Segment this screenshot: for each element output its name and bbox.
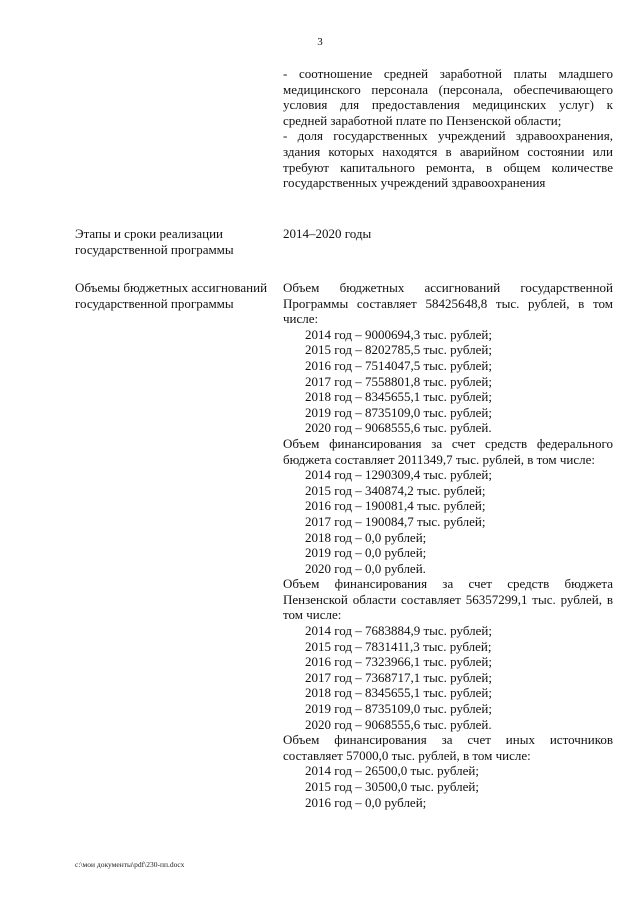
indicator-item: - соотношение средней заработной платы младшего медицинского персонала (персонала, обеспечивающего условия для предоставления медицинских услуг) к средней заработной плате по Пензенской области;: [283, 66, 613, 128]
year-line: 2016 год – 0,0 рублей;: [305, 794, 427, 810]
year-line: 2015 год – 7831411,3 тыс. рублей;: [305, 638, 492, 654]
year-line: 2014 год – 26500,0 тыс. рублей;: [305, 763, 479, 779]
year-line: 2019 год – 8735109,0 тыс. рублей;: [305, 701, 492, 717]
regional-intro: Объем финансирования за счет средств бюджета Пензенской области составляет 56357299,1 тыс. рублей, в том числе:: [283, 576, 613, 623]
year-line: 2018 год – 8345655,1 тыс. рублей;: [305, 389, 492, 405]
year-line: 2015 год – 8202785,5 тыс. рублей;: [305, 342, 492, 358]
year-line: 2016 год – 7323966,1 тыс. рублей;: [305, 654, 492, 670]
year-line: 2017 год – 7368717,1 тыс. рублей;: [305, 669, 492, 685]
row-label-budget: Объемы бюджетных ассигнований государственной программы: [75, 280, 268, 311]
row-label-stages: Этапы и сроки реализации государственной программы: [75, 226, 234, 257]
year-line: 2015 год – 340874,2 тыс. рублей;: [305, 482, 486, 498]
year-line: 2014 год – 1290309,4 тыс. рублей;: [305, 467, 492, 483]
year-line: 2015 год – 30500,0 тыс. рублей;: [305, 779, 479, 794]
indicator-item: - доля государственных учреждений здравоохранения, здания которых находятся в аварийном состоянии или требуют капитального ремонта, в общем количестве государственных учреждений здравоохранения: [283, 128, 613, 191]
federal-intro: Объем финансирования за счет средств федерального бюджета составляет 2011349,7 тыс. рублей, в том числе:: [283, 435, 613, 467]
page-number: 3: [317, 36, 323, 48]
year-line: 2018 год – 8345655,1 тыс. рублей;: [305, 685, 492, 701]
year-line: 2016 год – 7514047,5 тыс. рублей;: [305, 357, 492, 373]
year-line: 2018 год – 0,0 рублей;: [305, 529, 427, 545]
year-line: 2017 год – 7558801,8 тыс. рублей;: [305, 373, 492, 389]
stages-value: 2014–2020 годы: [283, 226, 372, 241]
budget-block: [283, 280, 613, 810]
year-line: 2016 год – 190081,4 тыс. рублей;: [305, 498, 486, 514]
other-intro: Объем финансирования за счет иных источников составляет 57000,0 тыс. рублей, в том числе:: [283, 732, 613, 763]
year-line: 2020 год – 9068555,6 тыс. рублей.: [305, 420, 492, 436]
total-intro: Объем бюджетных ассигнований государственной Программы составляет 58425648,8 тыс. рублей, в том числе:: [283, 280, 613, 327]
year-line: 2014 год – 7683884,9 тыс. рублей;: [305, 623, 492, 639]
year-line: 2017 год – 190084,7 тыс. рублей;: [305, 513, 486, 529]
year-line: 2020 год – 0,0 рублей.: [305, 560, 426, 576]
indicators-block: [283, 66, 613, 191]
year-line: 2019 год – 8735109,0 тыс. рублей;: [305, 404, 492, 420]
year-line: 2020 год – 9068555,6 тыс. рублей.: [305, 716, 492, 732]
year-line: 2019 год – 0,0 рублей;: [305, 545, 427, 561]
footer-file-path: c:\мои документы\pdf\230-пп.docx: [75, 860, 185, 869]
year-line: 2014 год – 9000694,3 тыс. рублей;: [305, 326, 492, 342]
